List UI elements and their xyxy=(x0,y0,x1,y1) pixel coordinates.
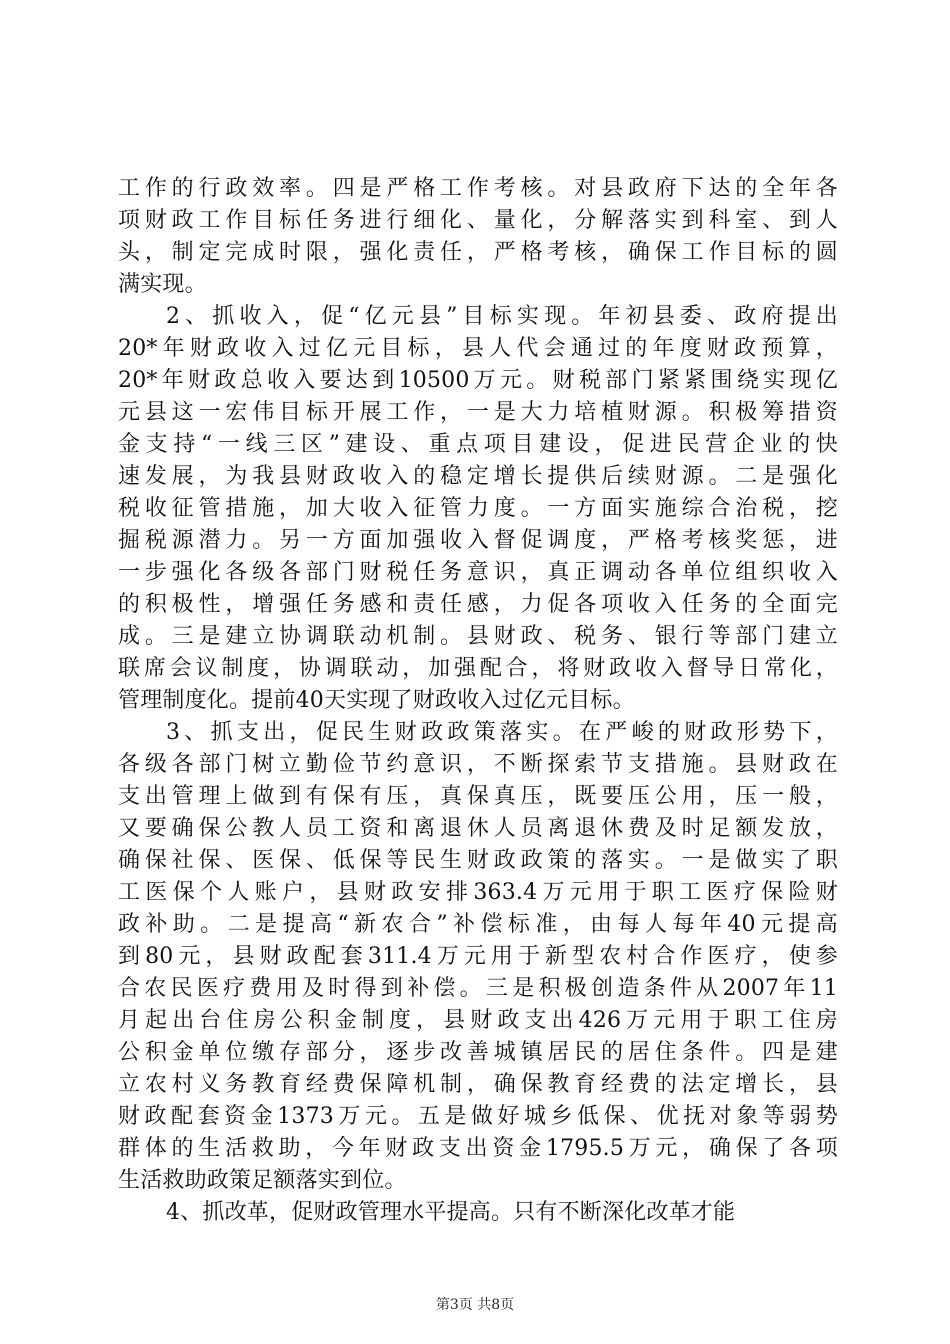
text-line: 项财政工作目标任务进行细化、量化，分解落实到科室、到人 xyxy=(118,208,838,233)
text-line: 公积金单位缴存部分，逐步改善城镇居民的居住条件。四是建 xyxy=(118,1040,838,1065)
text-line: 政补助。二是提高“新农合”补偿标准，由每人每年40元提高 xyxy=(118,912,838,937)
text-line: 群体的生活救助，今年财政支出资金1795.5万元，确保了各项 xyxy=(118,1136,838,1161)
text-line: 管理制度化。提前40天实现了财政收入过亿元目标。 xyxy=(118,688,635,713)
text-line: 税收征管措施，加大收入征管力度。一方面实施综合治税，挖 xyxy=(118,496,838,521)
text-line: 元县这一宏伟目标开展工作，一是大力培植财源。积极筹措资 xyxy=(118,400,838,425)
text-line: 20*年财政收入过亿元目标，县人代会通过的年度财政预算， xyxy=(118,336,838,361)
text-line: 立农村义务教育经费保障机制，确保教育经费的法定增长，县 xyxy=(118,1072,838,1097)
text-line: 满实现。 xyxy=(118,272,207,297)
text-line: 又要确保公教人员工资和离退休人员离退休费及时足额发放， xyxy=(118,816,838,841)
text-line: 成。三是建立协调联动机制。县财政、税务、银行等部门建立 xyxy=(118,624,838,649)
text-line: 金支持“一线三区”建设、重点项目建设，促进民营企业的快 xyxy=(118,432,838,457)
paragraph-start-line: 3、抓支出，促民生财政政策落实。在严峻的财政形势下， xyxy=(166,720,838,745)
text-line: 合农民医疗费用及时得到补偿。三是积极创造条件从2007年11 xyxy=(118,976,838,1001)
text-line: 支出管理上做到有保有压，真保真压，既要压公用，压一般， xyxy=(118,784,838,809)
text-line: 财政配套资金1373万元。五是做好城乡低保、优抚对象等弱势 xyxy=(118,1104,838,1129)
page-number-footer: 第3页 共8页 xyxy=(435,1297,515,1313)
text-line: 掘税源潜力。另一方面加强收入督促调度，严格考核奖惩，进 xyxy=(118,528,838,553)
text-line: 工作的行政效率。四是严格工作考核。对县政府下达的全年各 xyxy=(118,176,838,201)
paragraph-start-line: 4、抓改革，促财政管理水平提高。只有不断深化改革才能 xyxy=(166,1200,736,1225)
paragraph-start-line: 2、抓收入，促“亿元县”目标实现。年初县委、政府提出 xyxy=(166,304,838,329)
text-line: 生活救助政策足额落实到位。 xyxy=(118,1168,407,1193)
text-line: 头，制定完成时限，强化责任，严格考核，确保工作目标的圆 xyxy=(118,240,838,265)
text-line: 速发展，为我县财政收入的稳定增长提供后续财源。二是强化 xyxy=(118,464,838,489)
text-line: 一步强化各级各部门财税任务意识，真正调动各单位组织收入 xyxy=(118,560,838,585)
text-line: 到80元，县财政配套311.4万元用于新型农村合作医疗，使参 xyxy=(118,944,838,969)
text-line: 各级各部门树立勤俭节约意识，不断探索节支措施。县财政在 xyxy=(118,752,838,777)
text-line: 工医保个人账户，县财政安排363.4万元用于职工医疗保险财 xyxy=(118,880,838,905)
text-line: 月起出台住房公积金制度，县财政支出426万元用于职工住房 xyxy=(118,1008,838,1033)
text-line: 的积极性，增强任务感和责任感，力促各项收入任务的全面完 xyxy=(118,592,838,617)
text-line: 20*年财政总收入要达到10500万元。财税部门紧紧围绕实现亿 xyxy=(118,368,838,393)
body-text xyxy=(118,173,838,1229)
text-line: 确保社保、医保、低保等民生财政政策的落实。一是做实了职 xyxy=(118,848,838,873)
text-line: 联席会议制度，协调联动，加强配合，将财政收入督导日常化， xyxy=(118,656,838,681)
